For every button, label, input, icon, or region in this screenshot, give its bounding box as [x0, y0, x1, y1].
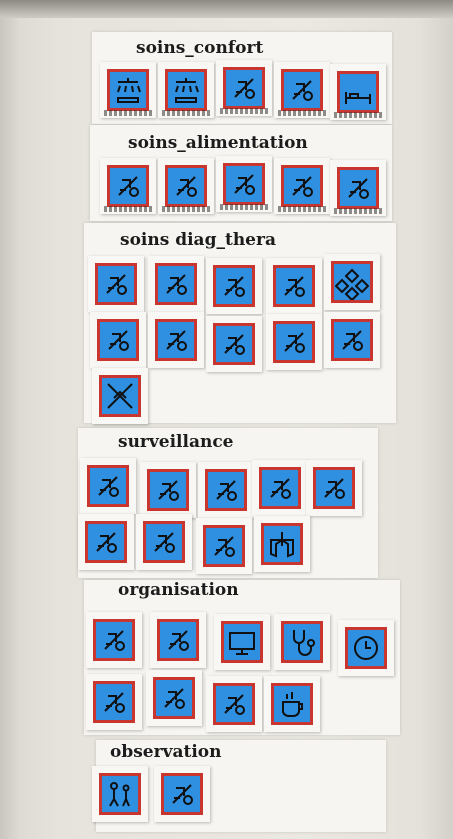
drink-icon	[107, 165, 149, 207]
injection-icon	[95, 263, 137, 305]
form-icon	[153, 677, 195, 719]
bandage-icon	[273, 265, 315, 307]
pictogram-card-soins-confort	[216, 60, 272, 116]
bed-icon	[337, 71, 379, 113]
pictogram-card-observation	[154, 766, 210, 822]
pictogram-card-organisation	[206, 676, 262, 732]
meal-tray-icon	[281, 165, 323, 207]
pictogram-card-organisation	[86, 674, 142, 730]
files-icon	[213, 683, 255, 725]
pictogram-card-soins-confort	[330, 64, 386, 120]
feeding-icon	[337, 167, 379, 209]
card-caption	[220, 204, 268, 210]
family-icon	[99, 773, 141, 815]
pictogram-card-soins-alimentation	[158, 158, 214, 214]
ecg-icon	[313, 467, 355, 509]
pictogram-card-soins-diag-thera	[266, 314, 322, 370]
pictogram-card-soins-diag-thera	[88, 256, 144, 312]
food-jar-icon	[223, 163, 265, 205]
pictogram-card-observation	[92, 766, 148, 822]
pictogram-card-surveillance	[306, 460, 362, 516]
patient-icon	[161, 773, 203, 815]
pictogram-card-soins-diag-thera	[206, 258, 262, 314]
pictogram-card-soins-diag-thera	[266, 258, 322, 314]
pictogram-card-organisation	[146, 670, 202, 726]
pain-icon	[259, 467, 301, 509]
group-title-soins-confort: soins_confort	[136, 38, 264, 58]
pictogram-card-soins-alimentation	[330, 160, 386, 216]
bed-care-icon	[281, 69, 323, 111]
pictogram-card-soins-diag-thera	[92, 368, 148, 424]
card-caption	[162, 206, 210, 212]
pictogram-card-organisation	[86, 612, 142, 668]
pictogram-card-soins-diag-thera	[206, 316, 262, 372]
pictogram-card-soins-diag-thera	[324, 254, 380, 310]
computer-icon	[221, 621, 263, 663]
card-caption	[104, 206, 152, 212]
coffee-icon	[271, 683, 313, 725]
pictogram-card-soins-diag-thera	[148, 256, 204, 312]
pictogram-card-surveillance	[196, 518, 252, 574]
pictogram-card-surveillance	[252, 460, 308, 516]
card-caption	[278, 110, 326, 116]
pictogram-card-soins-confort	[100, 62, 156, 118]
blood-pressure-icon	[205, 469, 247, 511]
pictogram-card-organisation	[150, 612, 206, 668]
clipboard-icon	[93, 619, 135, 661]
card-caption	[220, 108, 268, 114]
pictogram-card-surveillance	[198, 462, 254, 518]
tube-icon	[213, 323, 255, 365]
pictogram-card-organisation	[264, 676, 320, 732]
skin-icon	[203, 525, 245, 567]
pictogram-card-surveillance	[136, 514, 192, 570]
infusion-icon	[155, 319, 197, 361]
card-caption	[162, 110, 210, 116]
group-title-organisation: organisation	[118, 580, 239, 600]
pictogram-card-organisation	[274, 614, 330, 670]
pictogram-card-soins-alimentation	[274, 158, 330, 214]
wound-care-icon	[273, 321, 315, 363]
syringe-icon	[97, 319, 139, 361]
pictogram-card-soins-confort	[274, 62, 330, 118]
card-caption	[278, 206, 326, 212]
stethoscope-icon	[281, 621, 323, 663]
writing-icon	[93, 681, 135, 723]
pictogram-card-soins-confort	[158, 62, 214, 118]
pictogram-card-surveillance	[140, 462, 196, 518]
inhaler-icon	[155, 263, 197, 305]
leg-icon	[143, 521, 185, 563]
pictogram-card-soins-alimentation	[100, 158, 156, 214]
bath-items-icon	[223, 67, 265, 109]
weight-scale-icon	[87, 465, 129, 507]
pictogram-card-surveillance	[80, 458, 136, 514]
pictogram-card-soins-alimentation	[216, 156, 272, 212]
pictogram-card-organisation	[338, 620, 394, 676]
pictogram-card-soins-diag-thera	[148, 312, 204, 368]
group-title-observation: observation	[110, 742, 222, 762]
group-title-soins-alimentation: soins_alimentation	[128, 133, 308, 153]
pictogram-card-soins-diag-thera	[90, 312, 146, 368]
body-icon	[331, 319, 373, 361]
shower-icon	[107, 69, 149, 111]
pictogram-card-surveillance	[78, 514, 134, 570]
top-shadow-strip	[0, 0, 453, 18]
medication-icon	[213, 265, 255, 307]
pictogram-card-organisation	[214, 614, 270, 670]
doctor-icon	[157, 619, 199, 661]
card-caption	[104, 110, 152, 116]
patches-icon	[331, 261, 373, 303]
shower-icon	[165, 69, 207, 111]
toilet-icon	[85, 521, 127, 563]
lungs-icon	[261, 523, 303, 565]
pictogram-card-soins-diag-thera	[324, 312, 380, 368]
card-caption	[334, 208, 382, 214]
cancel-icon	[99, 375, 141, 417]
group-title-surveillance: surveillance	[118, 432, 234, 452]
bottles-icon	[165, 165, 207, 207]
group-title-soins-diag-thera: soins diag_thera	[120, 230, 276, 250]
monitor-icon	[147, 469, 189, 511]
card-caption	[334, 112, 382, 118]
pictogram-card-surveillance	[254, 516, 310, 572]
clock-icon	[345, 627, 387, 669]
